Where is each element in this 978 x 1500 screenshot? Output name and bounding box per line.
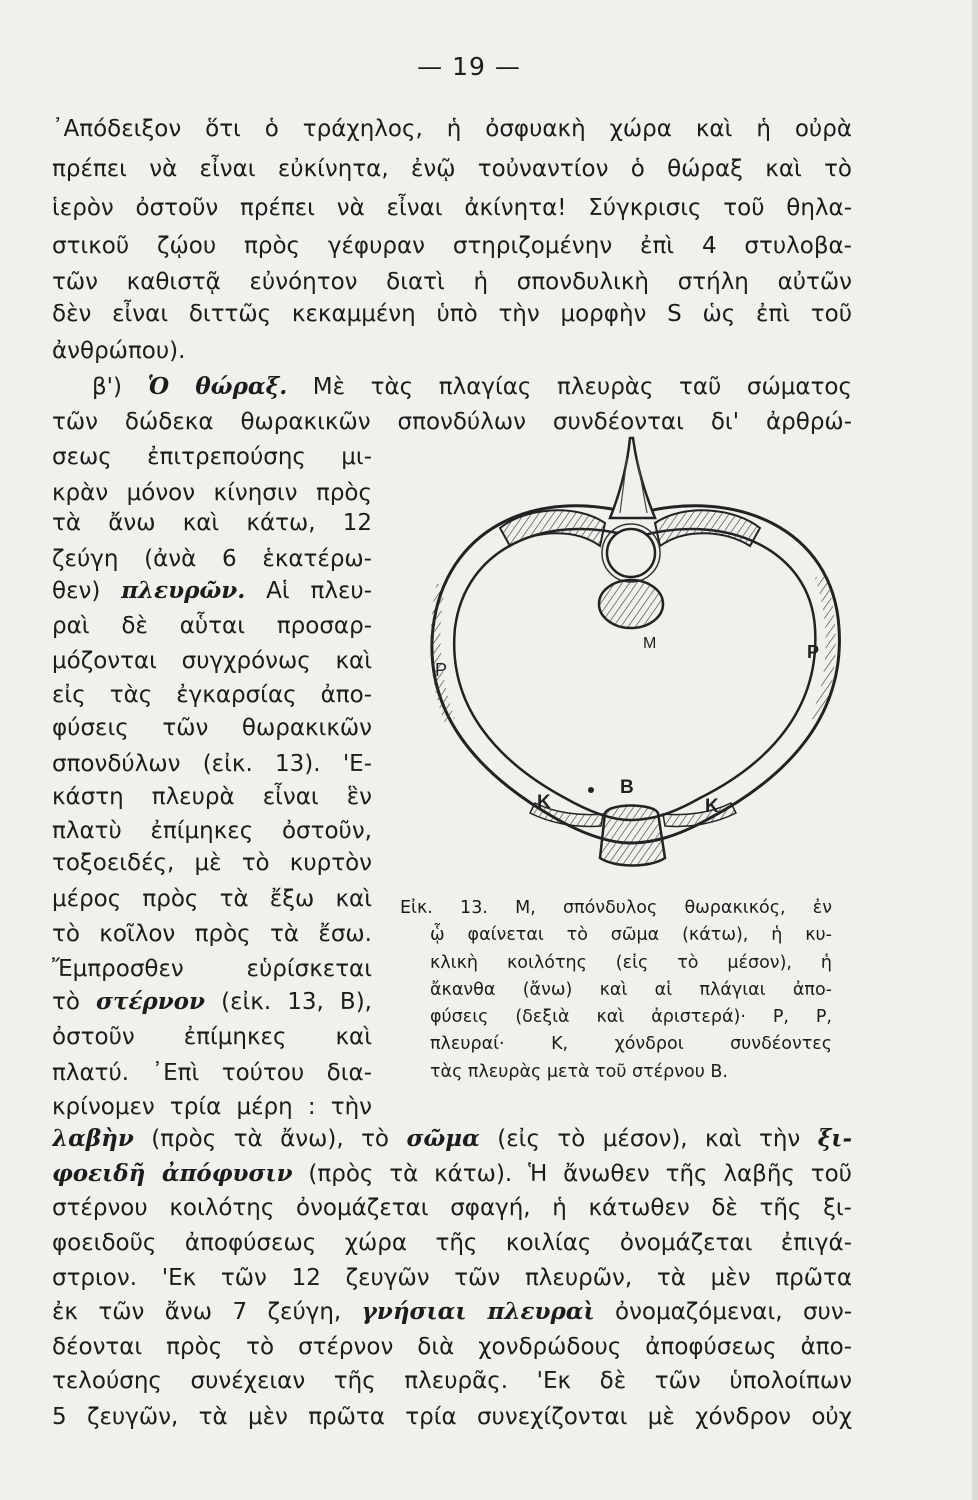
term-xiphoid-process: φοειδῆ ἀπόφυσιν xyxy=(52,1160,293,1187)
label-m: Μ xyxy=(643,635,657,652)
label-b: Β xyxy=(620,777,634,798)
term-ribs: πλευρῶν. xyxy=(121,577,246,604)
text-line: κάστη πλευρὰ εἶναι ἓν xyxy=(52,784,372,810)
text-line: τὸ κοῖλον πρὸς τὰ ἔσω. xyxy=(52,921,372,947)
text-line: στριον. 'Εκ τῶν 12 ζευγῶν τῶν πλευρῶν, τὰ μὲν πρῶτα xyxy=(52,1265,852,1291)
text-line: δέονται πρὸς τὸ στέρνον διὰ χονδρώδους ἀποφύσεως ἀπο- xyxy=(52,1334,852,1360)
figure-caption-line: Εἰκ. 13. Μ, σπόνδυλος θωρακικός, ἐν xyxy=(400,898,832,918)
text-line: φύσεις τῶν θωρακικῶν xyxy=(52,715,372,741)
page-edge-shadow xyxy=(972,0,978,1500)
text-line: τοξοειδές, μὲ τὸ κυρτὸν xyxy=(52,850,372,876)
figure-caption-line: πλευραί· Κ, χόνδροι συνδέοντες xyxy=(430,1034,832,1054)
text-line: μόζονται συγχρόνως καὶ xyxy=(52,648,372,674)
spinous-process xyxy=(610,438,655,518)
text-line: τῶν δώδεκα θωρακικῶν σπονδύλων συνδέονται δι' ἀρθρώ- xyxy=(52,409,852,435)
text-line: ζεύγη (ἀνὰ 6 ἑκατέρω- xyxy=(52,546,372,572)
term-sternum: στέρνον xyxy=(96,988,205,1015)
page-number: — 19 — xyxy=(417,52,521,81)
text-line: στέρνου κοιλότης ὀνομάζεται σφαγή, ἡ κάτωθεν δὲ τῆς ξι- xyxy=(52,1195,852,1221)
term-body: σῶμα xyxy=(406,1125,480,1152)
text-line: τὰ ἄνω καὶ κάτω, 12 xyxy=(52,510,372,536)
text-line: ἱερὸν ὀστοῦν πρέπει νὰ εἶναι ἀκίνητα! Σύγκρισις τοῦ θηλα- xyxy=(52,195,852,221)
text-line: σπονδύλων (εἰκ. 13). 'Ε- xyxy=(52,751,372,777)
label-p-left: Ρ xyxy=(435,660,448,680)
costal-cartilage-right xyxy=(663,803,736,826)
thoracic-ring-diagram xyxy=(415,418,855,888)
text-line: πρέπει νὰ εἶναι εὐκίνητα, ἐνῷ τοὐναντίον ὁ θώραξ καὶ τὸ xyxy=(52,156,852,182)
text-line: πλατύ. ᾿Επὶ τούτου δια- xyxy=(52,1060,372,1086)
text-line: θεν) πλευρῶν. Αἱ πλευ- xyxy=(52,577,372,604)
label-p-right: Ρ xyxy=(807,642,820,662)
vertebral-body xyxy=(599,580,663,628)
sternum-dot xyxy=(588,787,594,793)
text-line: λαβὴν (πρὸς τὰ ἄνω), τὸ σῶμα (εἰς τὸ μέσον), καὶ τὴν ξι- xyxy=(52,1125,852,1152)
term-handle: λαβὴν xyxy=(52,1125,134,1152)
text-line: εἰς τὰς ἐγκαρσίας ἀπο- xyxy=(52,682,372,708)
figure-caption-line: φύσεις (δεξιὰ καὶ ἀριστερά)· Ρ, Ρ, xyxy=(430,1007,832,1027)
figure-caption-line: κλικὴ κοιλότης (εἰς τὸ μέσον), ἡ xyxy=(430,953,832,973)
text-line: δὲν εἶναι διττῶς κεκαμμένη ὑπὸ τὴν μορφὴν S ὡς ἐπὶ τοῦ xyxy=(52,301,852,327)
text-line: ᾿Απόδειξον ὅτι ὁ τράχηλος, ἡ ὀσφυακὴ χώρα καὶ ἡ οὐρὰ xyxy=(52,116,852,142)
term-true-ribs: γνήσιαι πλευραὶ xyxy=(361,1298,595,1325)
text-line: ὀστοῦν ἐπίμηκες καὶ xyxy=(52,1024,372,1050)
text-line: τῶν καθιστᾷ εὐνόητον διατὶ ἡ σπονδυλικὴ στήλη αὐτῶν xyxy=(52,269,852,295)
term-xiphoid-part: ξι- xyxy=(817,1125,852,1152)
text-line: τὸ στέρνον (εἰκ. 13, Β), xyxy=(52,988,372,1015)
text-line: ἐκ τῶν ἄνω 7 ζεύγη, γνήσιαι πλευραὶ ὀνομαζόμεναι, συν- xyxy=(52,1298,852,1325)
text-line: 5 ζευγῶν, τὰ μὲν πρῶτα τρία συνεχίζονται μὲ χόνδρον οὐχ xyxy=(52,1404,852,1430)
figure-caption-line: ἄκανθα (ἄνω) καὶ αἱ πλάγιαι ἀπο- xyxy=(430,980,832,1000)
label-k-right: Κ xyxy=(705,796,719,817)
thorax-figure xyxy=(415,418,855,888)
label-k-left: Κ xyxy=(537,792,551,813)
text-line: μέρος πρὸς τὰ ἔξω καὶ xyxy=(52,886,372,912)
term-thorax: Ὁ θώραξ. xyxy=(147,373,288,400)
figure-caption-line: τὰς πλευρὰς μετὰ τοῦ στέρνου Β. xyxy=(430,1062,728,1082)
text-line: φοειδῆ ἀπόφυσιν (πρὸς τὰ κάτω). Ἡ ἄνωθεν τῆς λαβῆς τοῦ xyxy=(52,1160,852,1187)
text-line: ἀνθρώπου). xyxy=(52,338,186,364)
vertebral-foramen xyxy=(607,529,655,577)
text-line: κρὰν μόνον κίνησιν πρὸς xyxy=(52,480,372,506)
text-line: ραὶ δὲ αὗται προσαρ- xyxy=(52,613,372,639)
figure-caption-line: ᾧ φαίνεται τὸ σῶμα (κάτω), ἡ κυ- xyxy=(430,925,832,945)
text-line: φοειδοῦς ἀποφύσεως χώρα τῆς κοιλίας ὀνομάζεται ἐπιγά- xyxy=(52,1230,852,1256)
section-heading-line: β') Ὁ θώραξ. Μὲ τὰς πλαγίας πλευρὰς ταῦ σώματος xyxy=(92,373,852,400)
text-line: στικοῦ ζῴου πρὸς γέφυραν στηριζομένην ἐπὶ 4 στυλοβα- xyxy=(52,233,852,259)
text-line: πλατὺ ἐπίμηκες ὀστοῦν, xyxy=(52,818,372,844)
text-line: σεως ἐπιτρεπούσης μι- xyxy=(52,444,372,470)
text-line: Ἔμπροσθεν εὑρίσκεται xyxy=(52,956,372,982)
rib-shading-left xyxy=(430,583,455,723)
transverse-process-right xyxy=(655,510,760,546)
text-line: τελούσης συνέχειαν τῆς πλευρᾶς. 'Εκ δὲ τῶν ὑπολοίπων xyxy=(52,1368,852,1394)
sternum xyxy=(600,806,665,866)
text-line: κρίνομεν τρία μέρη : τὴν xyxy=(52,1094,372,1120)
